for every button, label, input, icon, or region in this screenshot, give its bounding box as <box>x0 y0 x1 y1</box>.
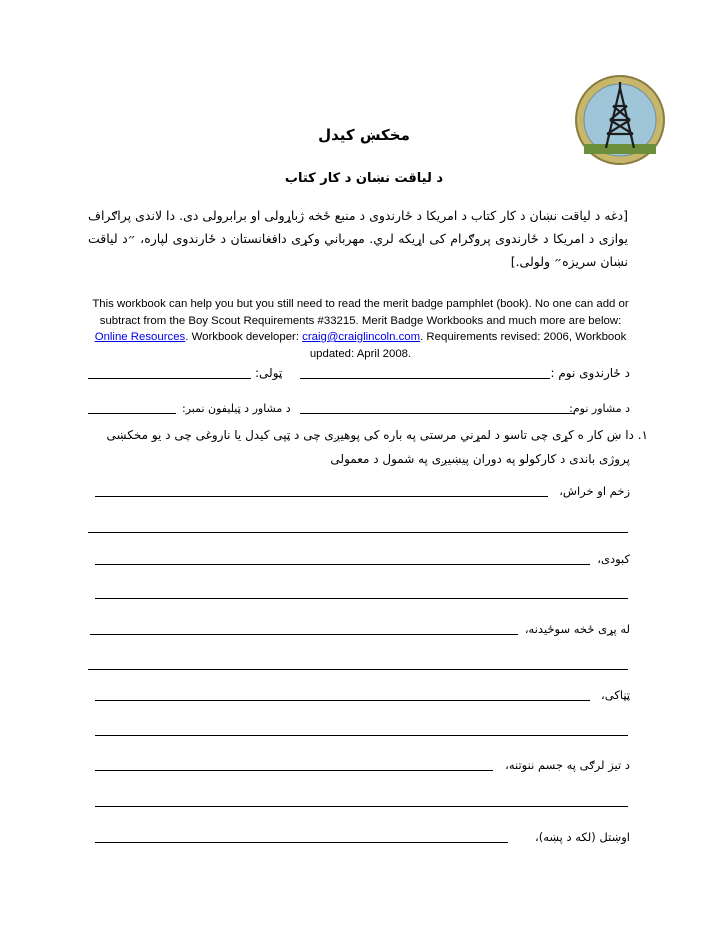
troop-label: ټولی: <box>255 366 283 380</box>
answer-line[interactable] <box>90 634 518 635</box>
page-title: مخکښ کيدل <box>318 126 410 144</box>
answer-line[interactable] <box>95 806 628 807</box>
item-label-splinters: د تيز لرګی په جسم ننوتنه، <box>505 758 630 772</box>
answer-line[interactable] <box>95 700 590 701</box>
item-label-blisters: ټڼاکی، <box>601 688 630 702</box>
counselor-name-label: د مشاور نوم: <box>569 402 630 415</box>
page-subtitle: د لياقت نښان د کار کتاب <box>284 171 444 186</box>
english-text-3: . Requirements revised: 2006, Workbook updated: April 2008. <box>309 331 627 360</box>
troop-field[interactable] <box>88 378 251 379</box>
item-label-rope-burns: له پړی ځخه سوځيدنه، <box>524 622 630 636</box>
item-label-cuts: زخم او خراش، <box>559 484 630 498</box>
answer-line[interactable] <box>95 770 493 771</box>
english-notice <box>88 296 633 362</box>
radio-tower-badge-icon <box>574 74 666 166</box>
answer-line[interactable] <box>88 532 628 533</box>
requirement-1-text <box>107 428 648 442</box>
answer-line[interactable] <box>95 496 548 497</box>
answer-line[interactable] <box>95 564 590 565</box>
requirement-line-1: دا ښ کار ه کړی چی تاسو د لمړني مرستی په باره کی پوهيږی چی د ټپی کيدل يا ناروغی چی د يو مخکښی <box>106 428 634 442</box>
answer-line[interactable] <box>95 598 628 599</box>
answer-line[interactable] <box>88 669 628 670</box>
counselor-phone-label: د مشاور د ټيليفون نمبر: <box>182 402 291 415</box>
requirement-line-2: پروژی باندی د کارکولو په دوران پيښيږی په شمول د معمولی <box>330 452 630 466</box>
english-text-2: . Workbook developer: <box>185 331 303 343</box>
scout-name-label: د ځارندوی نوم : <box>550 366 630 380</box>
online-resources-link[interactable]: Online Resources <box>94 331 186 343</box>
intro-paragraph: [دغه د لياقت نښان د کار کتاب د امريکا د ځارندوی د منبع ځخه ژباړولی او برابرولی دی. دا لاندی پراګراف يوازی د امريکا د ځارندوی پروګرام کی اړيکه لري. مهرباني وکړی دافغانستان د ځارندوی لپاره، ״د لياقت نښان سريزه״ ولولی.] <box>88 208 628 269</box>
counselor-name-field[interactable] <box>300 413 575 414</box>
english-text-1: This workbook can help you but you still need to read the merit badge pamphlet (book). No one can add or subtract from the Boy Scout Requirements #33215. Merit Badge Workbooks and much more are below: <box>92 298 629 327</box>
answer-line[interactable] <box>95 842 508 843</box>
answer-line[interactable] <box>95 735 628 736</box>
requirement-number: ١. <box>637 428 648 442</box>
counselor-phone-field[interactable] <box>88 413 176 414</box>
developer-email-link[interactable]: craig@craiglincoln.com <box>302 331 421 343</box>
item-label-bruises: کبودی، <box>597 552 630 566</box>
scout-name-field[interactable] <box>300 378 550 379</box>
item-label-sprains: اوښتل (لکه د پښه)، <box>535 830 630 844</box>
